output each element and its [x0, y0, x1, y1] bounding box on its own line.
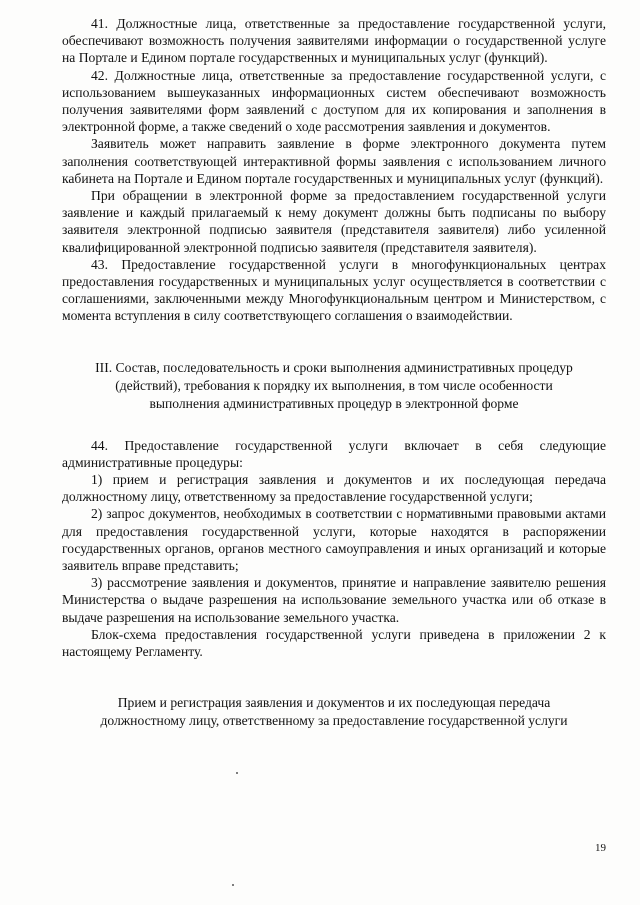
- paragraph-electronic-signature: При обращении в электронной форме за предоставлением государственной услуги заявление и каждый прилагаемый к нему документ должны быть подписаны по выбору заявителя электронной подписью заявителя (представителя заявителя) либо усиленной квалифицированной электронной подписью заявителя (представителя заявителя).: [62, 188, 606, 255]
- paragraph-44: 44. Предоставление государственной услуги включает в себя следующие административные процедуры:: [62, 437, 606, 470]
- scan-speck: [236, 772, 238, 774]
- section-heading-iii: [62, 359, 606, 413]
- list-item-1: 1) прием и регистрация заявления и документов и их последующая передача должностному лицу, ответственному за предоставление государственной услуги;: [62, 472, 606, 505]
- document-body: [62, 15, 606, 730]
- paragraph-flowchart-reference: Блок-схема предоставления государственной услуги приведена в приложении 2 к настоящему Регламенту.: [62, 626, 606, 660]
- paragraph-42: 42. Должностные лица, ответственные за предоставление государственной услуги, с использованием вышеуказанных информационных систем обеспечивают возможность получения заявителями форм заявлений с доступом для их копирования и заполнения в электронной форме, а также сведений о ходе рассмотрения заявления и документов.: [62, 67, 606, 135]
- paragraph-41: 41. Должностные лица, ответственные за предоставление государственной услуги, обеспечивают возможность получения заявителями информации о государственной услуге на Портале и Едином портале государственных и муниципальных услуг (функций).: [62, 16, 606, 66]
- section-heading-line: выполнения административных процедур в электронной форме: [149, 395, 519, 411]
- subheading-line: Прием и регистрация заявления и документов и их последующая передача: [117, 695, 551, 711]
- list-item-2: 2) запрос документов, необходимых в соответствии с нормативными правовыми актами для предоставления государственной услуги, которые находятся в распоряжении государственных органов, органов местного самоуправления и иных организаций и которые заявитель вправе представить;: [62, 506, 606, 574]
- paragraph-applicant-electronic: Заявитель может направить заявление в форме электронного документа путем заполнения соответствующей интерактивной формы заявления с использованием личного кабинета на Портале и Едином портале государственных и муниципальных услуг (функций).: [62, 136, 606, 186]
- paragraph-43: 43. Предоставление государственной услуги в многофункциональных центрах предоставления государственных и муниципальных услуг осуществляется в соответствии с соглашениями, заключенными между Многофункциональным центром и Министерством, с момента вступления в силу соответствующего соглашения о взаимодействии.: [62, 256, 606, 324]
- section-heading-line: III. Состав, последовательность и сроки выполнения административных процедур: [95, 359, 573, 375]
- subheading-line: должностному лицу, ответственному за предоставление государственной услуги: [100, 713, 568, 729]
- scan-speck: [232, 884, 234, 886]
- subheading-reception: [62, 694, 606, 730]
- section-heading-line: (действий), требования к порядку их выполнения, в том числе особенности: [115, 377, 553, 393]
- list-item-3: 3) рассмотрение заявления и документов, принятие и направление заявителю решения Министерства о выдаче разрешения на использование земельного участка или об отказе в выдаче разрешения на использование земельного участка.: [62, 575, 606, 625]
- page-number: 19: [595, 842, 606, 854]
